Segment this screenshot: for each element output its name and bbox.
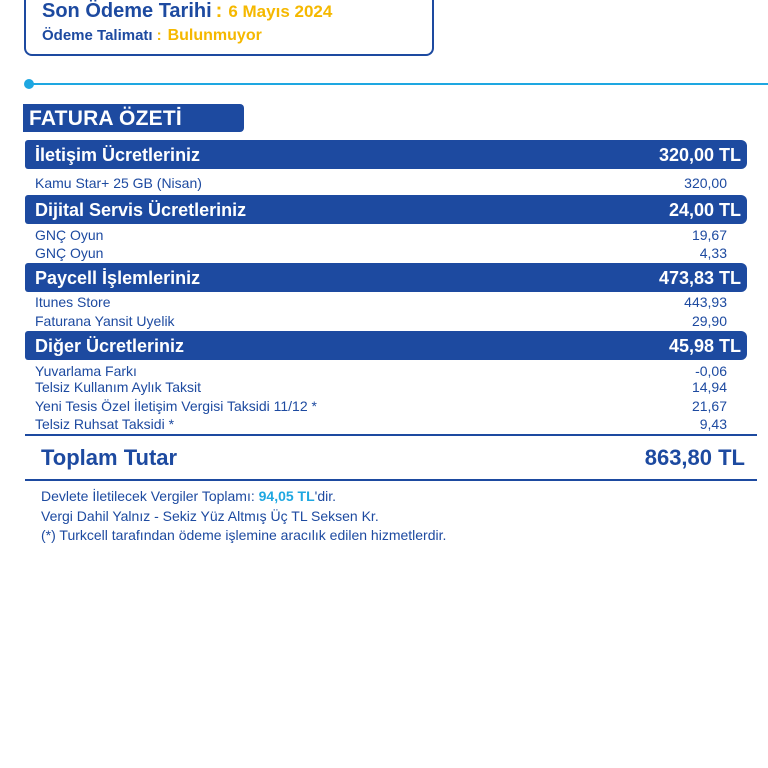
line-item-name: GNÇ Oyun (35, 245, 104, 261)
line-item-amount: 21,67 (691, 398, 727, 414)
payment-order-row (42, 27, 262, 45)
tax-total-note (41, 487, 446, 507)
line-item-amount: 443,93 (684, 294, 727, 310)
tax-total-prefix: Devlete İletilecek Vergiler Toplamı: (41, 488, 259, 504)
line-item-name: Kamu Star+ 25 GB (Nisan) (35, 175, 202, 191)
due-date-row (42, 0, 332, 23)
line-item-name: Yuvarlama Farkı (35, 363, 137, 379)
line-item (25, 378, 747, 396)
line-item-name: Telsiz Kullanım Aylık Taksit (35, 379, 201, 395)
line-item-amount: 14,94 (691, 379, 727, 395)
line-item (25, 226, 747, 244)
tax-total-suffix: 'dir. (314, 488, 337, 504)
category-header-communication (25, 140, 747, 169)
category-amount: 45,98 TL (668, 336, 741, 356)
line-item-name: Itunes Store (35, 294, 111, 310)
line-item-amount: 29,90 (691, 313, 727, 329)
line-item-amount: -0,06 (695, 363, 727, 379)
line-item (25, 174, 747, 192)
due-date-separator: : (215, 0, 223, 22)
line-item-name: Telsiz Ruhsat Taksidi * (35, 416, 175, 432)
total-label: Toplam Tutar (41, 445, 178, 470)
payment-info-box (24, 0, 434, 56)
payment-order-label: Ödeme Talimatı (42, 27, 153, 44)
total-bottom-rule (25, 479, 757, 481)
category-amount: 24,00 TL (668, 200, 741, 220)
payment-order-separator: : (156, 27, 162, 44)
category-name: Dijital Servis Ücretleriniz (35, 200, 247, 220)
line-item-amount: 4,33 (699, 245, 727, 261)
category-header-digital-services (25, 195, 747, 224)
line-item-name: Faturana Yansit Uyelik (35, 313, 175, 329)
section-title: FATURA ÖZETİ (23, 104, 244, 132)
category-name: İletişim Ücretleriniz (35, 145, 201, 165)
category-name: Paycell İşlemleriniz (35, 268, 201, 288)
payment-order-value: Bulunmuyor (167, 27, 262, 44)
category-name: Diğer Ücretleriniz (35, 336, 185, 356)
total-top-rule (25, 434, 757, 436)
due-date-label: Son Ödeme Tarihi (42, 0, 212, 22)
line-item (25, 415, 747, 433)
tax-total-amount: 94,05 TL (258, 488, 315, 504)
line-item (25, 293, 747, 311)
footnote: (*) Turkcell tarafından ödeme işlemine aracılık edilen hizmetlerdir. (41, 527, 447, 543)
line-item (25, 312, 747, 330)
divider-line (30, 83, 768, 85)
category-header-other (25, 331, 747, 360)
invoice-notes (41, 487, 446, 546)
line-item-name: Yeni Tesis Özel İletişim Vergisi Taksidi 11/12 * (35, 398, 317, 414)
category-header-paycell (25, 263, 747, 292)
category-amount: 473,83 TL (658, 268, 741, 288)
line-item-name: GNÇ Oyun (35, 227, 104, 243)
category-amount: 320,00 TL (658, 145, 741, 165)
line-item (25, 397, 747, 415)
total-amount: 863,80 TL (644, 445, 745, 470)
due-date-value: 6 Mayıs 2024 (228, 2, 333, 21)
amount-in-words: Vergi Dahil Yalnız - Sekiz Yüz Altmış Üç TL Seksen Kr. (41, 507, 379, 524)
line-item (25, 244, 747, 262)
line-item-amount: 19,67 (691, 227, 727, 243)
line-item-amount: 320,00 (684, 175, 727, 191)
line-item-amount: 9,43 (699, 416, 727, 432)
